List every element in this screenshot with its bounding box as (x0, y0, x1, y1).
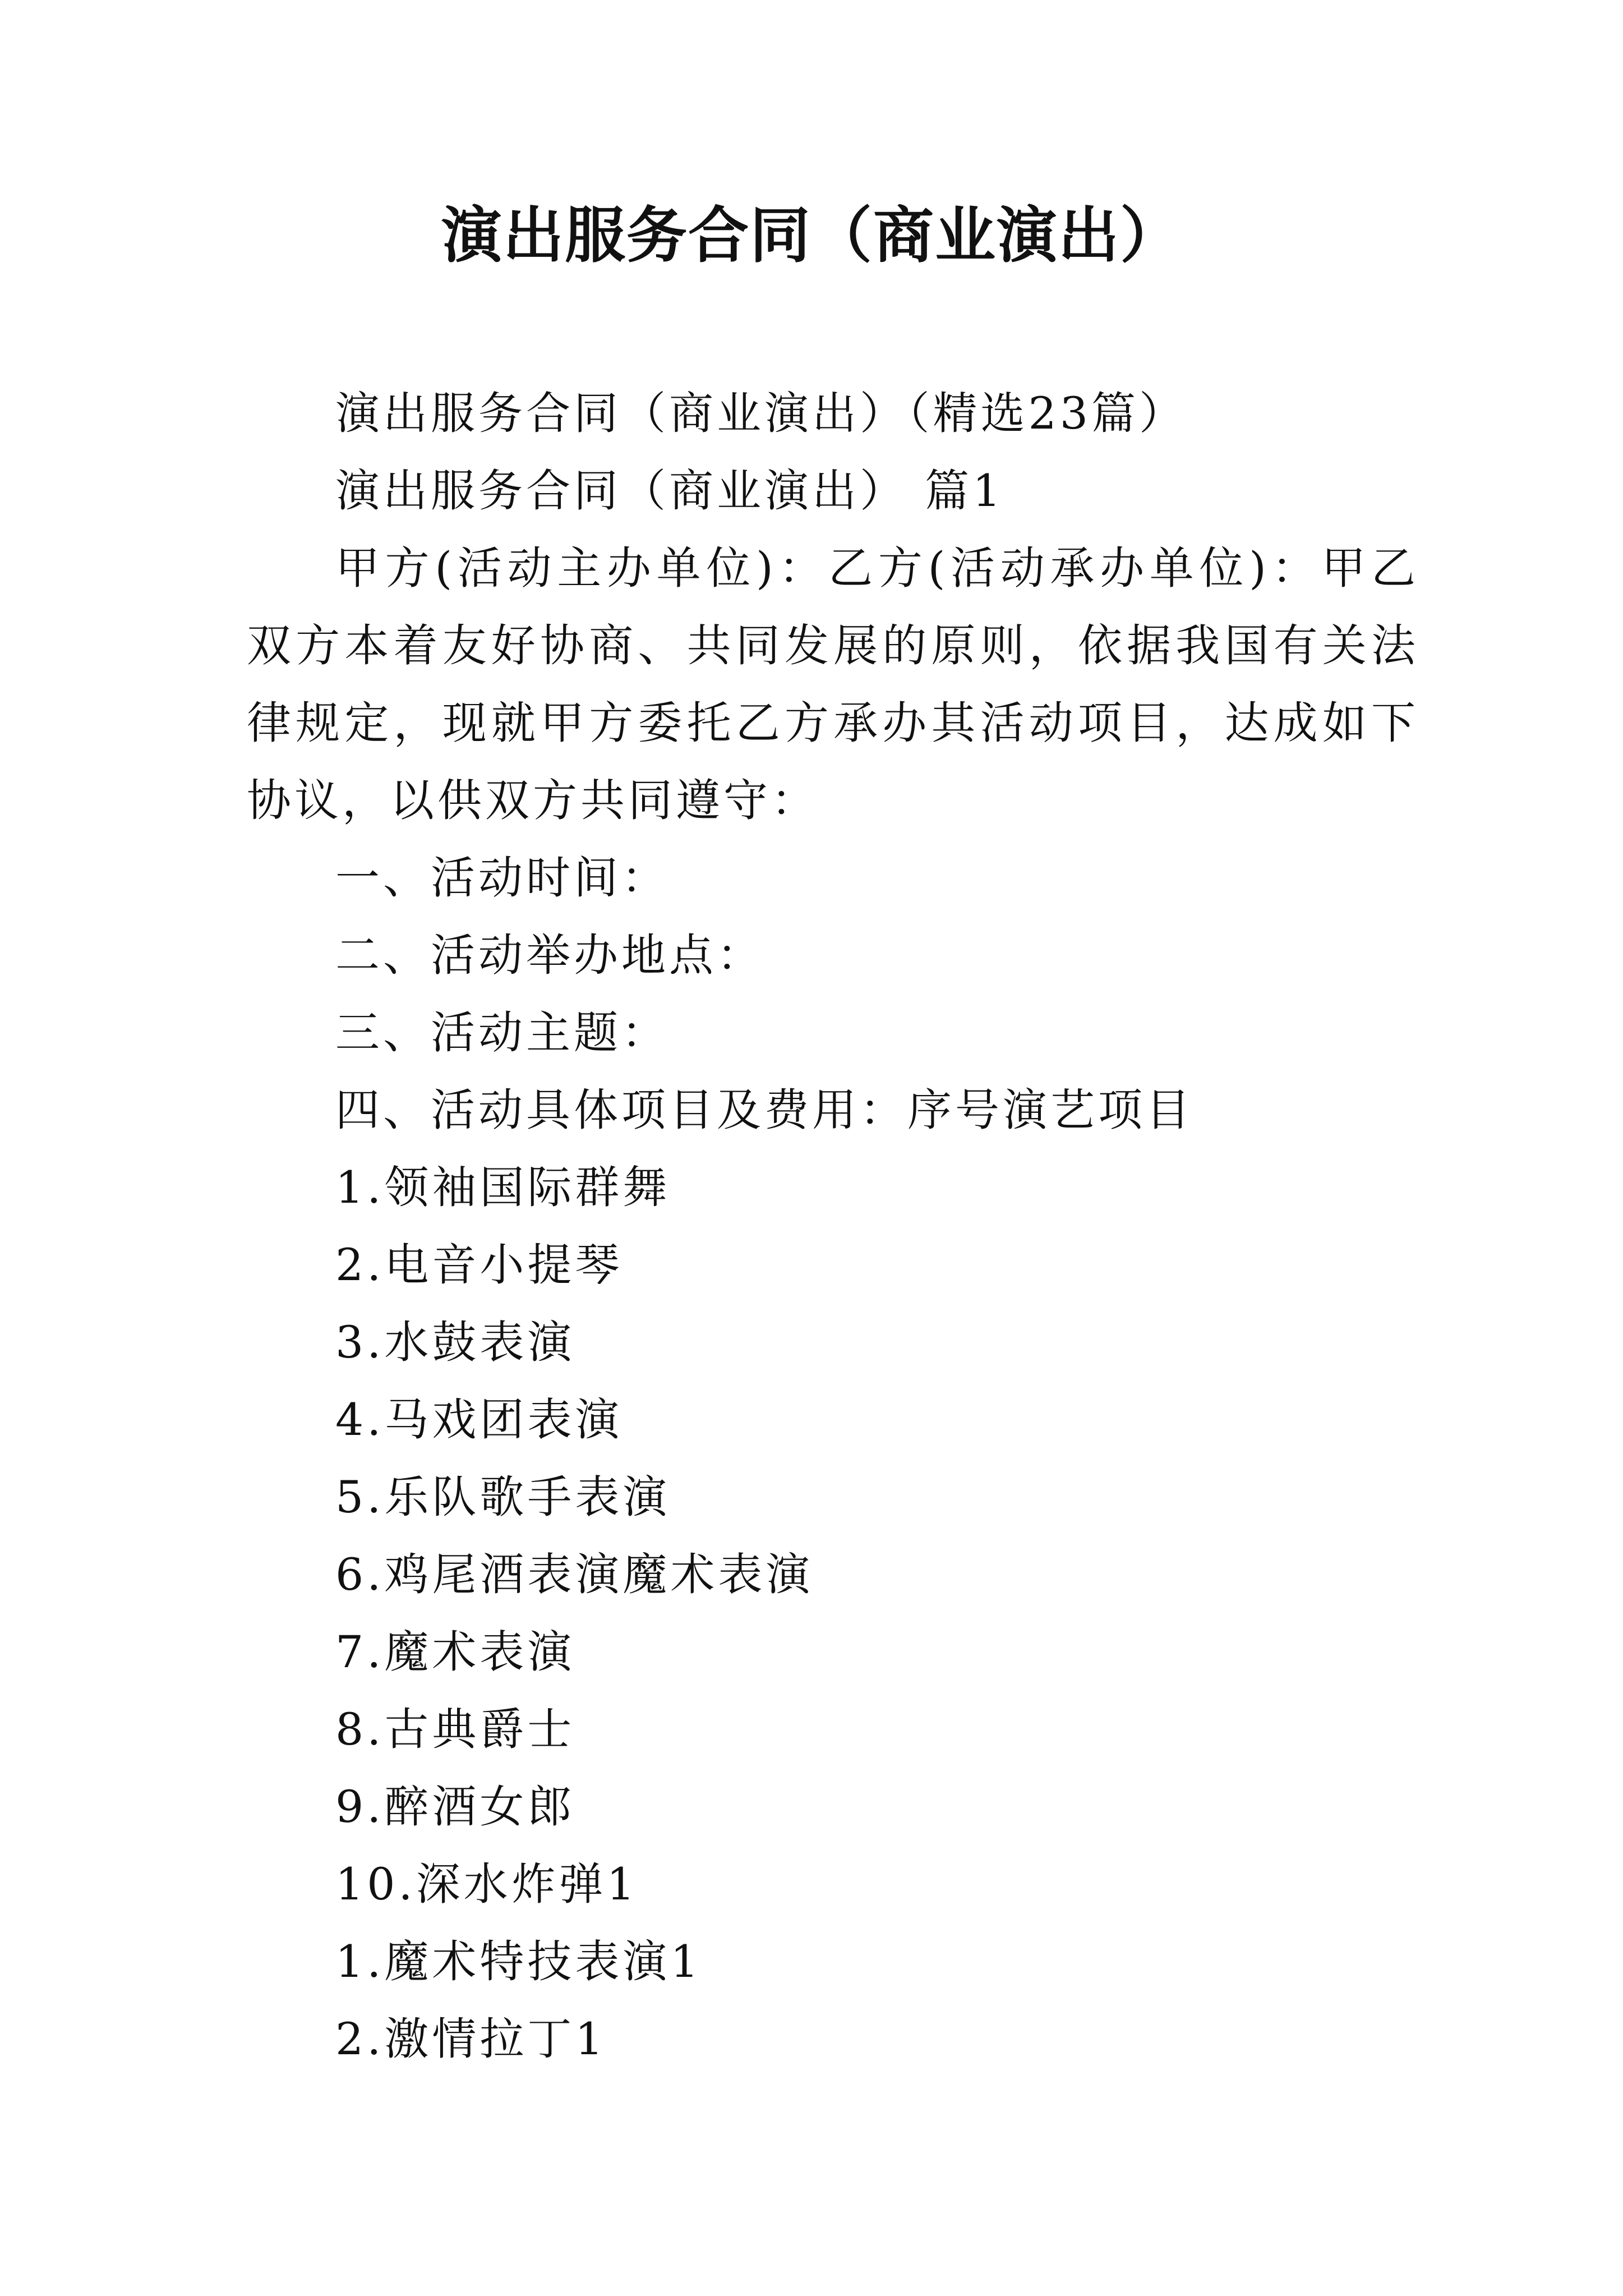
document-body (247, 375, 1419, 2078)
section-activity-time: 一、活动时间： (335, 852, 669, 904)
intro-paragraph: 甲方(活动主办单位)：乙方(活动承办单位)：甲乙双方本着友好协商、共同发展的原则，依据我国有关法律规定，现就甲方委托乙方承办其活动项目，达成如下协议，以供双方共同遵守： (247, 542, 1419, 826)
section-activity-items: 四、活动具体项目及费用：序号演艺项目 (335, 1084, 1193, 1136)
list-item: 9.醉酒女郎 (335, 1781, 575, 1833)
list-item: 5.乐队歌手表演 (335, 1471, 671, 1523)
list-item: 10.深水炸弹1 (335, 1858, 638, 1910)
section-activity-venue: 二、活动举办地点： (335, 930, 764, 981)
chapter-heading: 演出服务合同（商业演出） 篇1 (335, 465, 1004, 517)
list-item: 3.水鼓表演 (335, 1317, 575, 1368)
list-item: 1.魔术特技表演1 (335, 1936, 702, 1987)
subtitle-line: 演出服务合同（商业演出）（精选23篇） (335, 388, 1187, 439)
list-item: 1.领袖国际群舞 (335, 1162, 671, 1213)
list-item: 2.激情拉丁1 (335, 2013, 607, 2065)
list-item: 7.魔术表演 (335, 1626, 575, 1678)
document-title: 演出服务合同（商业演出） (441, 200, 1182, 271)
list-item: 8.古典爵士 (335, 1704, 575, 1755)
section-activity-theme: 三、活动主题： (335, 1007, 669, 1059)
list-item: 6.鸡尾酒表演魔术表演 (335, 1549, 814, 1600)
list-item: 4.马戏团表演 (335, 1394, 623, 1446)
list-item: 2.电音小提琴 (335, 1239, 623, 1291)
